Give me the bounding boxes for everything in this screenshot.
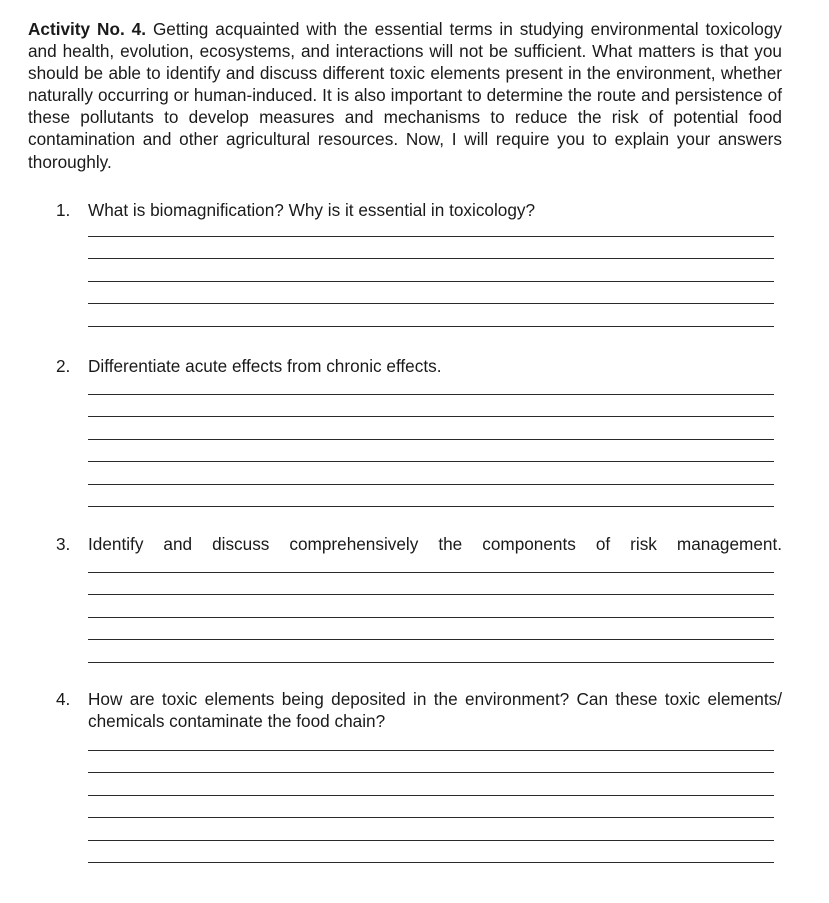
question-1-text: What is biomagnification? Why is it essential in toxicology? — [88, 200, 536, 220]
answer-line[interactable] — [88, 773, 774, 796]
question-1-number: 1. — [56, 200, 71, 220]
answer-line[interactable] — [88, 595, 774, 618]
answer-line[interactable] — [88, 796, 774, 819]
answer-line[interactable] — [88, 395, 774, 418]
answer-line[interactable] — [88, 818, 774, 841]
answer-line[interactable] — [88, 485, 774, 508]
answer-line[interactable] — [88, 573, 774, 596]
answer-line[interactable] — [88, 214, 774, 237]
question-4-text: How are toxic elements being deposited in the environment? Can these toxic elements/ chemicals contaminate the food chain? — [88, 689, 782, 732]
answer-line[interactable] — [88, 618, 774, 641]
question-4 — [56, 688, 782, 732]
question-3-text: Identify and discuss comprehensively the components of risk management. — [88, 534, 782, 554]
answer-area-3[interactable] — [88, 550, 774, 663]
answer-line[interactable] — [88, 550, 774, 573]
answer-line[interactable] — [88, 259, 774, 282]
activity-intro-text: Getting acquainted with the essential terms in studying environmental toxicology and health, evolution, ecosystems, and interactions will not be sufficient. What matters is that you should be able to identify and discuss different toxic elements present in the environment, whether naturally occurring or human-induced. It is also important to determine the route and persistence of these pollutants to develop measures and mechanisms to reduce the risk of potential food contamination and other agricultural resources. Now, I will require you to explain your answers thoroughly. — [28, 19, 782, 172]
question-2-text: Differentiate acute effects from chronic effects. — [88, 356, 442, 376]
answer-line[interactable] — [88, 462, 774, 485]
answer-line[interactable] — [88, 640, 774, 663]
answer-line[interactable] — [88, 751, 774, 774]
answer-line[interactable] — [88, 282, 774, 305]
question-2-number: 2. — [56, 356, 71, 376]
answer-line[interactable] — [88, 237, 774, 260]
question-3-number: 3. — [56, 534, 71, 554]
answer-area-4[interactable] — [88, 728, 774, 863]
answer-area-2[interactable] — [88, 372, 774, 507]
answer-area-1[interactable] — [88, 214, 774, 327]
answer-line[interactable] — [88, 440, 774, 463]
answer-line[interactable] — [88, 417, 774, 440]
answer-line[interactable] — [88, 841, 774, 864]
answer-line[interactable] — [88, 304, 774, 327]
question-4-number: 4. — [56, 689, 71, 709]
activity-title: Activity No. 4. — [28, 19, 146, 39]
answer-line[interactable] — [88, 728, 774, 751]
answer-line[interactable] — [88, 372, 774, 395]
activity-instructions — [28, 18, 782, 173]
